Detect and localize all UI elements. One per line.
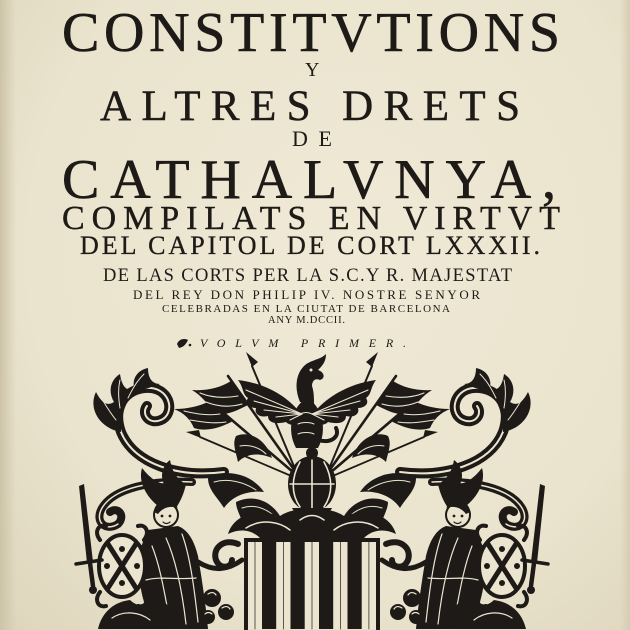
foliage-left-part [234, 434, 272, 462]
pikes-left-part [186, 430, 201, 438]
region-line: CATHALVNYA, [62, 149, 556, 211]
angel-figure-left-part [169, 515, 172, 518]
fleuron-icon-part [189, 344, 192, 347]
angel-figure-left-part [161, 515, 164, 518]
conjunction-line: Y [305, 59, 320, 81]
shield-bar [291, 540, 305, 629]
courts-line: DE LAS CORTS PER LA S.C.Y R. MAJESTAT [103, 266, 512, 286]
sword-left-part [79, 484, 93, 563]
shield-with-saltire-left [97, 526, 147, 607]
garland-left-part [203, 589, 221, 607]
crowned-helmet-part [290, 460, 334, 508]
pikes-left-part [246, 352, 258, 367]
fleuron-icon-part [177, 339, 188, 348]
title-block [62, 2, 560, 350]
shield-bar [262, 540, 276, 629]
king-line: DEL REY DON PHILIP IV. NOSTRE SENYOR [133, 287, 480, 302]
angel-figure-left [139, 460, 208, 629]
shield-of-catalonia [244, 538, 380, 629]
compiled-line: COMPILATS EN VIRTVT [62, 200, 560, 237]
winged-dragon-crest-part [310, 369, 313, 372]
fleuron-icon [177, 339, 191, 348]
shield-with-saltire-left-part [104, 563, 110, 569]
title-line: CONSTITVTIONS [62, 2, 560, 64]
volume-line: VOLVM PRIMER. [200, 336, 406, 350]
crowned-helmet [288, 447, 336, 518]
shield-with-saltire-left-part [119, 580, 125, 586]
place-line: CELEBRADAS EN LA CIUTAT DE BARCELONA [162, 303, 450, 315]
sword-left-part [89, 586, 97, 594]
year-line: ANY M.DCCII. [268, 315, 345, 326]
preposition-line: DE [292, 126, 332, 151]
flags-left [174, 376, 300, 478]
shield-bar [319, 540, 333, 629]
chapter-line: DEL CAPITOL DE CORT LXXXII. [80, 231, 540, 260]
subtitle-line: ALTRES DRETS [100, 83, 520, 130]
shield-bar [348, 540, 362, 629]
coat-of-arms-woodcut [76, 352, 548, 629]
sword-left-part [90, 563, 93, 586]
shield-with-saltire-left-part [119, 546, 125, 552]
shield-with-saltire-left-part [134, 563, 140, 569]
winged-dragon-crest-part [297, 354, 326, 404]
